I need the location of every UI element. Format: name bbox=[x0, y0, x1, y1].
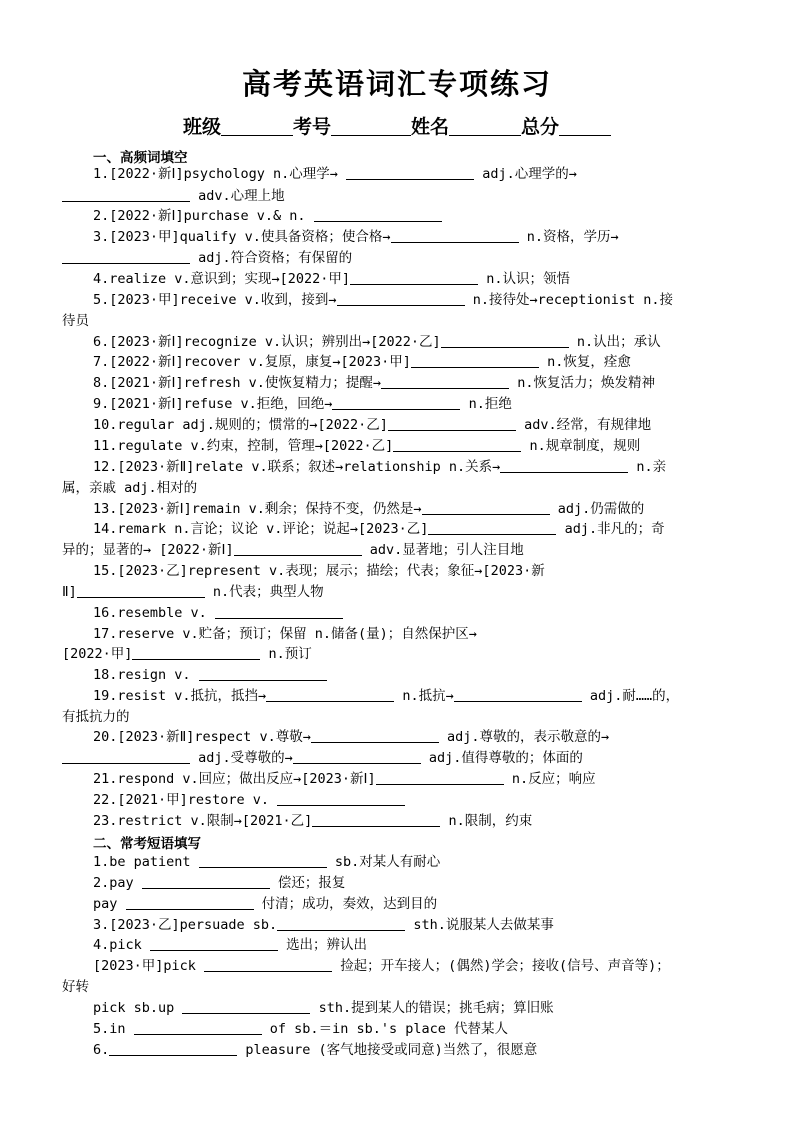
section-heading-phrases: 二、常考短语填写 bbox=[93, 836, 201, 852]
line-in-place-of bbox=[93, 1019, 508, 1039]
answer-blank[interactable] bbox=[312, 812, 440, 827]
answer-blank[interactable] bbox=[150, 936, 278, 951]
line-remark bbox=[93, 519, 665, 539]
answer-blank[interactable] bbox=[182, 999, 310, 1014]
line-pick-sb-up bbox=[93, 998, 554, 1018]
line-represent-cont bbox=[62, 582, 324, 602]
line-text: n.规章制度，规则 bbox=[529, 438, 641, 454]
line-text: n.认识；领悟 bbox=[486, 271, 570, 287]
line-text: 6. bbox=[93, 1042, 110, 1058]
line-text: 偿还；报复 bbox=[277, 875, 346, 891]
line-resemble bbox=[93, 603, 343, 623]
answer-blank[interactable] bbox=[199, 666, 327, 681]
line-text: n.预订 bbox=[268, 646, 312, 662]
line-represent bbox=[93, 561, 545, 581]
line-text: n.代表；典型人物 bbox=[212, 584, 324, 600]
answer-blank[interactable] bbox=[234, 541, 362, 556]
line-text: 16.resemble v. bbox=[93, 605, 207, 621]
line-psychology-cont bbox=[62, 186, 285, 206]
line-text: pick sb.up bbox=[93, 1000, 175, 1016]
answer-blank[interactable] bbox=[277, 916, 405, 931]
answer-blank[interactable] bbox=[134, 1020, 262, 1035]
answer-blank[interactable] bbox=[500, 458, 628, 473]
answer-blank[interactable] bbox=[215, 604, 343, 619]
number-blank[interactable] bbox=[331, 117, 411, 136]
line-text: 3.[2023·乙]persuade sb. bbox=[93, 917, 278, 933]
line-reserve-cont bbox=[62, 644, 312, 664]
line-text: adj.值得尊敬的；体面的 bbox=[428, 750, 583, 766]
line-text: adv.心理上地 bbox=[198, 188, 285, 204]
line-refresh bbox=[93, 373, 655, 393]
line-text: 付清；成功，奏效，达到目的 bbox=[261, 896, 438, 912]
answer-blank[interactable] bbox=[346, 165, 474, 180]
answer-blank[interactable] bbox=[77, 583, 205, 598]
line-text: 有抵抗力的 bbox=[62, 709, 130, 725]
line-relate-cont bbox=[62, 478, 197, 498]
answer-blank[interactable] bbox=[332, 395, 460, 410]
line-text: 选出；辨认出 bbox=[286, 937, 368, 953]
line-text: 13.[2023·新Ⅰ]remain v.剩余；保持不变，仍然是→ bbox=[93, 501, 422, 517]
answer-blank[interactable] bbox=[126, 895, 254, 910]
line-text: 19.resist v.抵抗，抵挡→ bbox=[93, 688, 267, 704]
line-text: 7.[2022·新Ⅰ]recover v.复原，康复→[2023·甲] bbox=[93, 354, 411, 370]
answer-blank[interactable] bbox=[314, 207, 442, 222]
line-text: [2023·甲]pick bbox=[93, 958, 196, 974]
answer-blank[interactable] bbox=[350, 270, 478, 285]
line-text: 11.regulate v.约束，控制，管理→[2022·乙] bbox=[93, 438, 394, 454]
name-label: 姓名 bbox=[411, 116, 450, 138]
line-pick-up-cont bbox=[62, 977, 89, 997]
student-info-row bbox=[0, 112, 794, 139]
line-text: 9.[2021·新Ⅰ]refuse v.拒绝，回绝→ bbox=[93, 396, 333, 412]
line-text: 21.respond v.回应；做出反应→[2023·新Ⅰ] bbox=[93, 771, 376, 787]
answer-blank[interactable] bbox=[293, 749, 421, 764]
answer-blank[interactable] bbox=[142, 874, 270, 889]
line-text: 4.pick bbox=[93, 937, 142, 953]
line-text: 4.realize v.意识到；实现→[2022·甲] bbox=[93, 271, 351, 287]
answer-blank[interactable] bbox=[391, 228, 519, 243]
line-text: 14.remark n.言论；议论 v.评论；说起→[2023·乙] bbox=[93, 521, 429, 537]
answer-blank[interactable] bbox=[388, 416, 516, 431]
line-text: [2022·甲] bbox=[62, 646, 133, 662]
line-text: adj.耐……的， bbox=[589, 688, 680, 704]
line-text: Ⅱ] bbox=[62, 584, 77, 600]
line-pleasure bbox=[93, 1040, 537, 1060]
line-recognize bbox=[93, 332, 661, 352]
answer-blank[interactable] bbox=[277, 791, 405, 806]
line-text: 3.[2023·甲]qualify v.使具备资格；使合格→ bbox=[93, 229, 391, 245]
line-text: 6.[2023·新Ⅰ]recognize v.认识；辨别出→[2022·乙] bbox=[93, 334, 441, 350]
line-qualify-cont bbox=[62, 248, 352, 268]
line-resist bbox=[93, 686, 679, 706]
score-blank[interactable] bbox=[559, 117, 611, 136]
line-text: 17.reserve v.贮备；预订；保留 n.储备(量)；自然保护区→ bbox=[93, 626, 477, 642]
line-text: 2.pay bbox=[93, 875, 134, 891]
answer-blank[interactable] bbox=[376, 770, 504, 785]
answer-blank[interactable] bbox=[62, 749, 190, 764]
line-text: n.认出；承认 bbox=[576, 334, 661, 350]
class-label: 班级 bbox=[182, 116, 221, 138]
line-text: sth.提到某人的错误；挑毛病；算旧账 bbox=[318, 1000, 554, 1016]
line-resist-cont bbox=[62, 707, 130, 727]
line-text: 1.be patient bbox=[93, 854, 191, 870]
line-text: 异的；显著的→ [2022·新Ⅰ] bbox=[62, 542, 234, 558]
line-text: pleasure (客气地接受或同意)当然了，很愿意 bbox=[245, 1042, 538, 1058]
answer-blank[interactable] bbox=[132, 645, 260, 660]
answer-blank[interactable] bbox=[266, 687, 394, 702]
line-text: n.反应；响应 bbox=[511, 771, 596, 787]
answer-blank[interactable] bbox=[441, 333, 569, 348]
line-pay-off bbox=[93, 894, 437, 914]
line-text: adj.受尊敬的→ bbox=[198, 750, 293, 766]
line-pay-back bbox=[93, 873, 345, 893]
answer-blank[interactable] bbox=[454, 687, 582, 702]
line-resign bbox=[93, 665, 327, 685]
line-text: adv.经常，有规律地 bbox=[524, 417, 652, 433]
answer-blank[interactable] bbox=[109, 1041, 237, 1056]
line-text: adj.符合资格；有保留的 bbox=[198, 250, 353, 266]
line-text: n.接待处→receptionist n.接 bbox=[472, 292, 674, 308]
line-text: 5.[2023·甲]receive v.收到，接到→ bbox=[93, 292, 337, 308]
line-text: 属，亲戚 adj.相对的 bbox=[62, 480, 198, 496]
line-text: n.恢复活力；焕发精神 bbox=[517, 375, 655, 391]
line-regular bbox=[93, 415, 651, 435]
answer-blank[interactable] bbox=[62, 187, 190, 202]
line-text: sb.对某人有耐心 bbox=[334, 854, 441, 870]
line-receive-cont bbox=[62, 311, 89, 331]
line-text: 22.[2021·甲]restore v. bbox=[93, 792, 270, 808]
line-recover bbox=[93, 352, 631, 372]
line-text: adj.心理学的→ bbox=[482, 166, 577, 182]
line-text: adv.显著地；引人注目地 bbox=[369, 542, 524, 558]
line-text: adj.非凡的；奇 bbox=[564, 521, 665, 537]
line-text: 20.[2023·新Ⅱ]respect v.尊敬→ bbox=[93, 729, 311, 745]
line-text: adj.尊敬的，表示敬意的→ bbox=[446, 729, 610, 745]
line-qualify bbox=[93, 227, 619, 247]
page-title: 高考英语词汇专项练习 bbox=[241, 67, 552, 101]
line-text: 捡起；开车接人；(偶然)学会；接收(信号、声音等)； bbox=[340, 958, 670, 974]
line-text: 2.[2022·新Ⅰ]purchase v.& n. bbox=[93, 208, 306, 224]
line-pick-up bbox=[93, 956, 670, 976]
line-refuse bbox=[93, 394, 512, 414]
line-psychology bbox=[93, 164, 577, 184]
line-pick-out bbox=[93, 935, 367, 955]
line-text: n.恢复，痊愈 bbox=[547, 354, 631, 370]
name-blank[interactable] bbox=[449, 117, 521, 136]
class-blank[interactable] bbox=[221, 117, 293, 136]
line-reserve bbox=[93, 624, 477, 644]
line-restrict bbox=[93, 811, 532, 831]
line-text: 10.regular adj.规则的；惯常的→[2022·乙] bbox=[93, 417, 388, 433]
answer-blank[interactable] bbox=[337, 291, 465, 306]
number-label: 考号 bbox=[292, 116, 331, 138]
line-remain bbox=[93, 499, 644, 519]
answer-blank[interactable] bbox=[381, 374, 509, 389]
answer-blank[interactable] bbox=[428, 520, 556, 535]
line-text: n.抵抗→ bbox=[402, 688, 454, 704]
line-text: n.资格，学历→ bbox=[526, 229, 619, 245]
line-text: 好转 bbox=[62, 979, 89, 995]
line-receive bbox=[93, 290, 673, 310]
line-relate bbox=[93, 457, 666, 477]
line-text: 1.[2022·新Ⅰ]psychology n.心理学→ bbox=[93, 166, 338, 182]
line-persuade bbox=[93, 915, 554, 935]
line-text: 23.restrict v.限制→[2021·乙] bbox=[93, 813, 313, 829]
line-purchase bbox=[93, 206, 442, 226]
line-text: 8.[2021·新Ⅰ]refresh v.使恢复精力；提醒→ bbox=[93, 375, 382, 391]
line-text: 18.resign v. bbox=[93, 667, 191, 683]
line-text: 15.[2023·乙]represent v.表现；展示；描绘；代表；象征→[2023·新 bbox=[93, 563, 545, 579]
line-text: pay bbox=[93, 896, 118, 912]
section-heading-vocabulary: 一、高频词填空 bbox=[93, 150, 188, 166]
line-text: n.拒绝 bbox=[468, 396, 512, 412]
line-text: n.限制，约束 bbox=[448, 813, 533, 829]
line-text: 5.in bbox=[93, 1021, 126, 1037]
line-realize bbox=[93, 269, 570, 289]
line-text: adj.仍需做的 bbox=[557, 501, 645, 517]
answer-blank[interactable] bbox=[311, 728, 439, 743]
line-remark-cont bbox=[62, 540, 524, 560]
line-text: sth.说服某人去做某事 bbox=[413, 917, 554, 933]
score-label: 总分 bbox=[521, 116, 560, 138]
answer-blank[interactable] bbox=[199, 853, 327, 868]
answer-blank[interactable] bbox=[62, 249, 190, 264]
line-restore bbox=[93, 790, 405, 810]
line-text: of sb.＝in sb.'s place 代替某人 bbox=[269, 1021, 508, 1037]
line-respect bbox=[93, 727, 609, 747]
line-respect-cont bbox=[62, 748, 583, 768]
line-regulate bbox=[93, 436, 640, 456]
line-text: n.亲 bbox=[636, 459, 667, 475]
line-text: 待员 bbox=[62, 313, 89, 329]
answer-blank[interactable] bbox=[422, 500, 550, 515]
answer-blank[interactable] bbox=[393, 437, 521, 452]
answer-blank[interactable] bbox=[411, 353, 539, 368]
line-respond bbox=[93, 769, 596, 789]
answer-blank[interactable] bbox=[204, 957, 332, 972]
line-text: 12.[2023·新Ⅱ]relate v.联系；叙述→relationship n.关系→ bbox=[93, 459, 501, 475]
line-be-patient bbox=[93, 852, 440, 872]
